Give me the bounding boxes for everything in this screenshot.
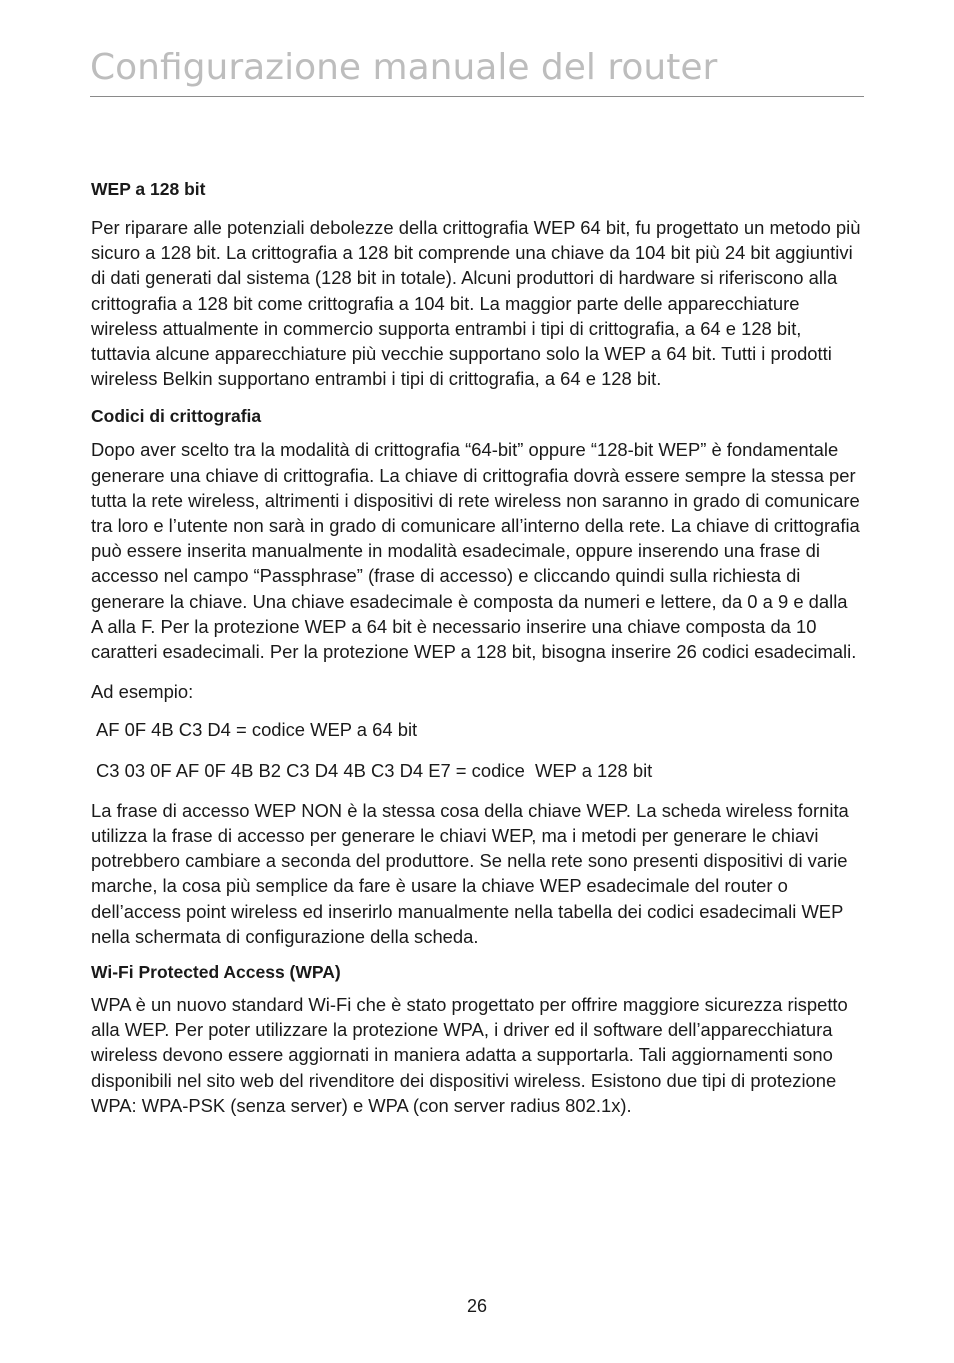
section-heading-wep128: WEP a 128 bit <box>91 179 206 199</box>
section-heading-codici: Codici di crittografia <box>91 406 262 427</box>
example-wep64-key: AF 0F 4B C3 D4 = codice WEP a 64 bit <box>96 719 418 741</box>
section-body-wep128: Per riparare alle potenziali debolezze della crittografia WEP 64 bit, fu progettato un metodo più sicuro a 128 bit. La crittografia a 128 bit comprende una chiave da 104 bit più 24 bit aggiuntivi di dati generati dal sistema (128 bit in totale). Alcuni produttori di hardware si riferiscono alla crittografia a 128 bit come crittografia a 104 bit. La maggior parte delle apparecchiature wireless attualmente in commercio supporta entrambi i tipi di crittografia, a 64 e 128 bit, tuttavia alcune apparecchiature più vecchie supportano solo la WEP a 64 bit. Tutti i prodotti wireless Belkin supportano entrambi i tipi di crittografia, a 64 e 128 bit. <box>91 217 861 390</box>
example-wep128-key: C3 03 0F AF 0F 4B B2 C3 D4 4B C3 D4 E7 = codice WEP a 128 bit <box>96 759 653 781</box>
example-intro: Ad esempio: <box>91 681 194 703</box>
page-number: 26 <box>466 1296 488 1316</box>
document-body <box>91 177 861 1118</box>
passphrase-note: La frase di accesso WEP NON è la stessa cosa della chiave WEP. La scheda wireless fornita utilizza la frase di accesso per generare le chiavi WEP, ma i metodi per generare le chiavi potrebbero cambiare a seconda del produttore. Se nella rete sono presenti dispositivi di varie marche, la cosa più semplice da fare è usare la chiave WEP esadecimale del router o dell’access point wireless ed inserirlo manualmente nella tabella dei codici esadecimali WEP nella schermata di configurazione della scheda. <box>91 799 849 947</box>
title-divider <box>90 96 864 97</box>
page-title: Configurazione manuale del router <box>90 47 718 88</box>
section-body-wpa: WPA è un nuovo standard Wi-Fi che è stato progettato per offrire maggiore sicurezza rispetto alla WEP. Per poter utilizzare la protezione WPA, i driver ed il software dell’apparecchiatura wireless devono essere aggiornati in maniera adatta a supportarla. Tali aggiornamenti sono disponibili nel sito web del rivenditore dei dispositivi wireless. Esistono due tipi di protezione WPA: WPA-PSK (senza server) e WPA (con server radius 802.1x). <box>91 994 848 1116</box>
section-body-codici: Dopo aver scelto tra la modalità di crittografia “64-bit” oppure “128-bit WEP” è fondamentale generare una chiave di crittografia. La chiave di crittografia dovrà essere sempre la stessa per tutta la rete wireless, altrimenti i dispositivi di rete wireless non saranno in grado di comunicare tra loro e l’utente non sarà in grado di comunicare all’interno della rete. La chiave di crittografia può essere inserita manualmente in modalità esadecimale, oppure inserendo una frase di accesso nel campo “Passphrase” (frase di accesso) e cliccando quindi sulla richiesta di generare la chiave. Una chiave esadecimale è composta da numeri e lettere, da 0 a 9 e dalla A alla F. Per la protezione WEP a 64 bit è necessario inserire una chiave composta da 10 caratteri esadecimali. Per la protezione WEP a 128 bit, bisogna inserire 26 codici esadecimali. <box>91 439 860 663</box>
section-heading-wpa: Wi-Fi Protected Access (WPA) <box>91 962 341 983</box>
